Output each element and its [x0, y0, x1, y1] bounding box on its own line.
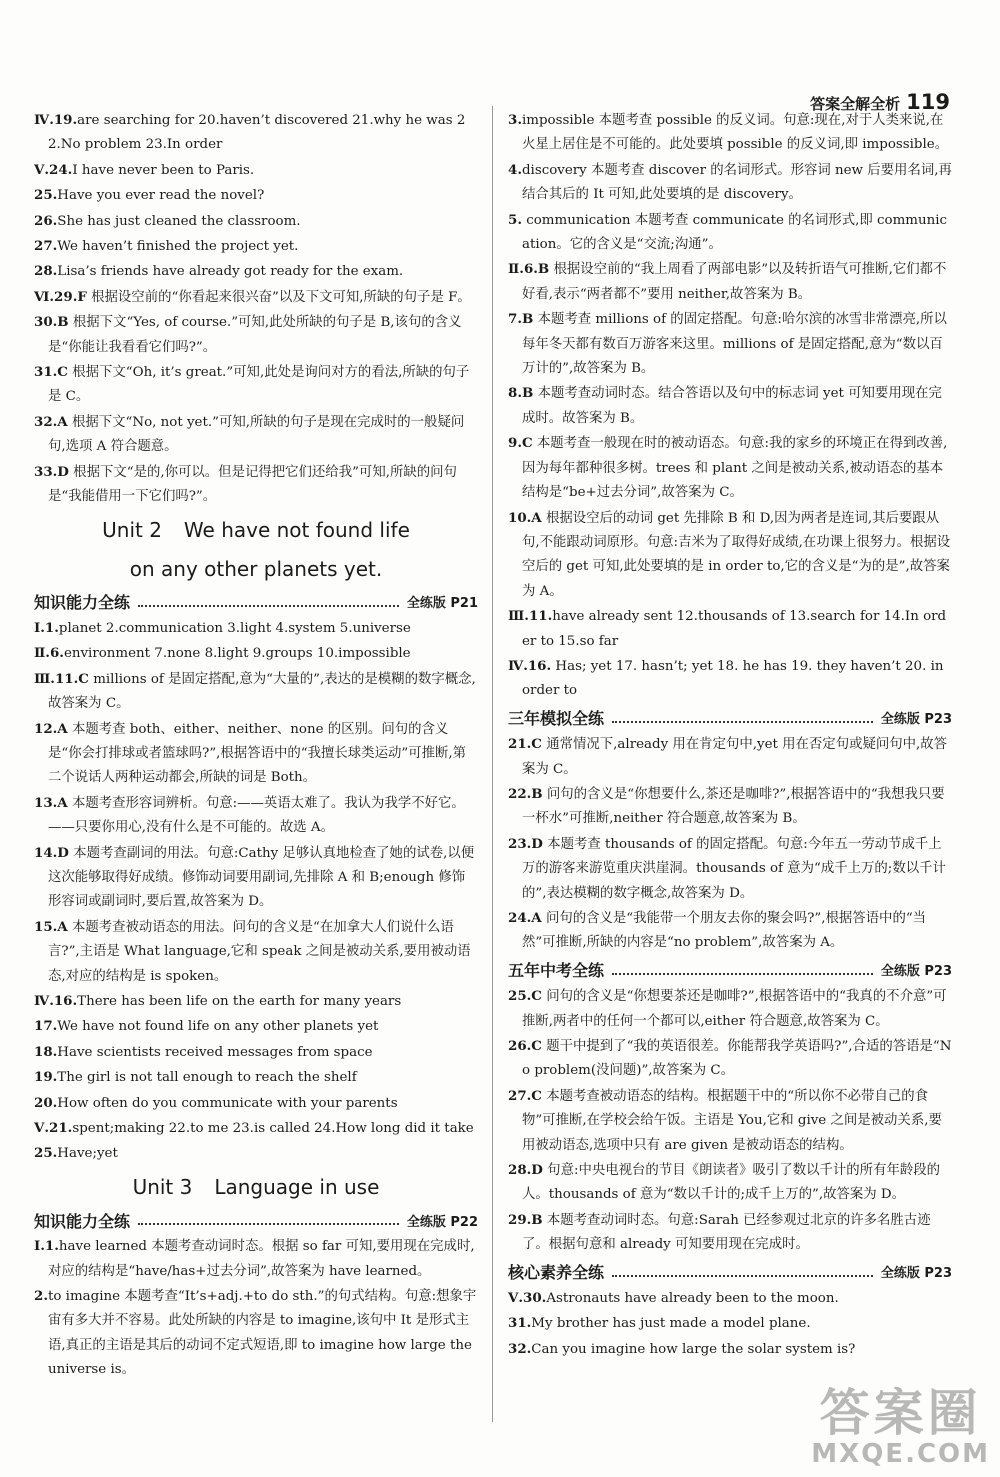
answer-text: 根据下文“是的,你可以。但是记得把它们还给我”可知,所缺的问句是“我能借用一下它们吗?”。	[48, 464, 457, 505]
answer-number: 27.C	[508, 1087, 542, 1104]
answer-line	[508, 654, 952, 704]
answer-text: are searching for 20.haven’t discovered 21.why he was 22.No problem 23.In order	[48, 113, 466, 153]
answer-text: 本题考查 thousands of 的固定搭配。句意:今年五一劳动节成千上万的游客来游览重庆洪崖洞。thousands of 意为“成千上万的;数以千计的”,表达模糊的数字概念,故答案为 D。	[522, 836, 946, 901]
answer-text: 本题考查 both、either、neither、none 的区别。问句的含义是“你会打排球或者篮球吗?”,根据答语中的“我擅长球类运动”可推断,第二个说话人两种运动都会,所缺的词是 Both。	[48, 721, 467, 786]
answer-text: planet 2.communication 3.light 4.system 5.universe	[58, 620, 411, 636]
answer-line	[34, 460, 478, 510]
answer-text: We haven’t finished the project yet.	[57, 239, 299, 255]
answer-line	[508, 1311, 952, 1336]
answer-text: 题干中提到了“我的英语很差。你能帮我学英语吗?”,合适的答语是“No problem(没问题)”,故答案为 C。	[522, 1039, 952, 1079]
dotted-leader	[138, 1223, 399, 1225]
answer-text: 根据下文“Yes, of course.”可知,此处所缺的句子是 B,该句的含义是“你能让我看看它们吗?”。	[48, 315, 462, 355]
answer-line	[34, 841, 478, 915]
answer-number: Ⅳ.16.	[34, 992, 78, 1009]
column-divider	[492, 106, 493, 1422]
unit-title: Language in use	[214, 1174, 380, 1199]
section-page-ref: 全练版 P21	[406, 596, 478, 612]
answer-number: 31.C	[34, 364, 68, 381]
section-heading	[508, 1260, 952, 1284]
watermark-text: 答案圈	[819, 1384, 982, 1442]
answer-text: The girl is not tall enough to reach the shelf	[57, 1070, 357, 1086]
answer-number: 31.	[508, 1315, 532, 1332]
answer-text: 问句的含义是“你想要茶还是咖啡?”,根据答语中的“我真的不介意”可推断,两者中的任何一个都可以,either 符合题意,故答案为 C。	[522, 989, 947, 1029]
answer-number: 24.A	[508, 909, 542, 926]
watermark-logo	[811, 1384, 990, 1469]
answer-line	[34, 717, 478, 791]
answer-line	[34, 285, 478, 310]
section-heading	[508, 958, 952, 982]
answer-text: 根据设空前的“你看起来很兴奋”以及下文可知,所缺的句子是 F。	[86, 289, 471, 305]
answer-text: There has been life on the earth for many years	[77, 993, 402, 1009]
answer-number: Ⅲ.11.C	[34, 670, 89, 687]
answer-text: Astronauts have already been to the moon.	[546, 1291, 839, 1307]
answer-number: Ⅱ.6.B	[508, 261, 550, 278]
answer-line	[508, 832, 952, 906]
answer-number: 33.D	[34, 463, 69, 480]
unit-title-continued: on any other planets yet.	[129, 556, 383, 581]
left-column	[34, 108, 478, 1383]
answer-number: Ⅱ.6.	[34, 645, 64, 662]
answer-number: 4.	[508, 161, 522, 178]
section-page-ref: 全练版 P23	[880, 712, 952, 728]
answer-line	[34, 360, 478, 410]
section-heading	[508, 706, 952, 730]
answer-text: 问句的含义是“你想要什么,茶还是咖啡?”,根据答语中的“我想我只要一杯水”可推断,neither 符合题意,故答案为 B。	[522, 786, 945, 827]
answer-text: 根据设空后的动词 get 先排除 B 和 D,因为两者是连词,其后要跟从句,不能跟动词原形。句意:吉米为了取得好成绩,在功课上很努力。根据设空后的 get 可知,此处要填的是 in order to,它的含义是“为的是”,故答案为 A。	[522, 510, 951, 599]
answer-number: 8.B	[508, 385, 534, 402]
answer-text: 本题考查形容词辨析。句意:——英语太难了。我认为我学不好它。——只要你用心,没有什么是不可能的。故选 A。	[48, 795, 465, 836]
answer-number: 28.D	[508, 1162, 543, 1179]
answer-text: 本题考查动词时态。结合答语以及句中的标志词 yet 可知要用现在完成时。故答案为 B。	[522, 386, 942, 426]
answer-line	[508, 1158, 952, 1208]
answer-number: 19.	[34, 1069, 58, 1086]
answer-line	[508, 257, 952, 307]
answer-line	[508, 906, 952, 956]
answer-number: Ⅰ.1.	[34, 1238, 59, 1255]
answer-number: 26.C	[508, 1038, 542, 1054]
answer-text: impossible 本题考查 possible 的反义词。句意:现在,对于人类来说,在火星上居住是不可能的。此处要填 possible 的反义词,即 impossible。	[521, 113, 949, 153]
section-page-ref: 全练版 P22	[406, 1214, 478, 1230]
answer-text: Has; yet 17. hasn’t; yet 18. he has 19. they haven’t 20. in order to	[522, 658, 944, 699]
answer-number: Ⅴ.24.	[34, 161, 73, 178]
answer-number: 7.B	[508, 311, 534, 328]
answer-number: 25.	[34, 187, 58, 204]
answer-text: communication 本题考查 communicate 的名词形式,即 communication。它的含义是“交流;沟通”。	[521, 212, 948, 253]
answer-line	[508, 732, 952, 782]
answer-number: 29.B	[508, 1211, 543, 1228]
answer-line	[508, 307, 952, 381]
answer-line	[34, 183, 478, 208]
answer-number: 25.	[34, 1145, 58, 1162]
section-title: 知识能力全练	[34, 593, 131, 613]
section-title: 核心素养全练	[508, 1263, 605, 1283]
answer-line	[34, 410, 478, 460]
answer-line	[34, 209, 478, 234]
answer-text: 本题考查副词的用法。句意:Cathy 足够认真地检查了她的试卷,以便这次能够取得好成绩。修饰动词要用副词,先排除 A 和 B;enough 修饰形容词或副词时,要后置,故答案为 D。	[48, 845, 475, 910]
answer-line	[508, 431, 952, 505]
answer-text: How often do you communicate with your parents	[57, 1095, 398, 1111]
answer-line	[508, 1337, 952, 1362]
section-page-ref: 全练版 P23	[880, 964, 952, 980]
answer-text: 问句的含义是“我能带一个朋友去你的聚会吗?”,根据答语中的“当然”可推断,所缺的内容是“no problem”,故答案为 A。	[522, 910, 927, 951]
answer-line	[34, 259, 478, 284]
answer-text: Lisa’s friends have already got ready for the exam.	[57, 264, 404, 280]
answer-text: to imagine 本题考查“It’s+adj.+to do sth.”的句式结构。句意:想象宇宙有多大并不容易。此处所缺的内容是 to imagine,该句中 It 是形式主语,真正的主语是其后的动词不定式短语,即 to imagine how large the universe is。	[47, 1289, 477, 1378]
answer-text: Can you imagine how large the solar system is?	[531, 1341, 856, 1357]
answer-text: 通常情况下,already 用在肯定句中,yet 用在否定句或疑问句中,故答案为 C。	[522, 737, 948, 777]
dotted-leader	[612, 973, 873, 975]
unit-heading	[34, 1169, 478, 1206]
page-number: 119	[906, 90, 950, 114]
answer-number: Ⅳ.19.	[34, 112, 78, 128]
answer-number: Ⅴ.21.	[34, 1120, 73, 1137]
header-label: 答案全解全析	[810, 95, 901, 113]
answer-text: 句意:中央电视台的节目《朗读者》吸引了数以千计的所有年龄段的人。thousands of 意为“数以千计的;成千上万的”,故答案为 D。	[522, 1163, 941, 1203]
answer-text: 本题考查被动语态的用法。问句的含义是“在加拿大人们说什么语言?”,主语是 What language,它和 speak 之间是被动关系,要用被动语态,对应的结构是 is spoken。	[48, 919, 471, 984]
answer-number: Ⅳ.16.	[508, 657, 552, 674]
answer-line	[34, 1091, 478, 1116]
answer-number: Ⅴ.30.	[508, 1290, 547, 1307]
answer-line	[34, 310, 478, 360]
answer-number: 28.	[34, 263, 58, 280]
answer-text: discovery 本题考查 discover 的名词形式。形容词 new 后要用名词,再结合其后的 It 可知,此处要填的是 discovery。	[521, 162, 952, 203]
answer-line	[508, 1286, 952, 1311]
answer-number: 2.	[34, 1288, 48, 1305]
answer-number: 20.	[34, 1094, 58, 1111]
answer-text: spent;making 22.to me 23.is called 24.How long did it take	[72, 1121, 474, 1137]
answer-text: 本题考查被动语态的结构。根据题干中的“所以你不必带自己的食物”可推断,在学校会给午饭。主语是 You,它和 give 之间是被动关系,要用被动语态,选项中只有 are given 是被动语态的结构。	[522, 1088, 942, 1153]
answer-line	[34, 641, 478, 666]
answer-number: 3.	[508, 112, 522, 128]
section-page-ref: 全练版 P23	[880, 1266, 952, 1282]
answer-line	[508, 208, 952, 258]
answer-text: 根据设空前的“我上周看了两部电影”以及转折语气可推断,它们都不好看,表示“两者都不”要用 neither,故答案为 B。	[522, 262, 947, 302]
answer-line	[508, 381, 952, 431]
section-title: 三年模拟全练	[508, 709, 605, 729]
answer-line	[508, 604, 952, 654]
answer-number: 12.A	[34, 720, 68, 737]
answer-text: Have;yet	[57, 1146, 118, 1162]
answer-text: Have you ever read the novel?	[57, 188, 265, 204]
unit-title: We have not found life	[183, 517, 410, 542]
dotted-leader	[612, 721, 873, 723]
answer-line	[34, 234, 478, 259]
answer-number: Ⅵ.29.F	[34, 288, 87, 305]
answer-text: She has just cleaned the classroom.	[57, 213, 301, 229]
answer-number: 32.	[508, 1340, 532, 1357]
answer-number: 32.A	[34, 413, 68, 430]
section-heading	[34, 590, 478, 614]
answer-line	[508, 506, 952, 605]
answer-line	[508, 782, 952, 832]
unit-heading	[34, 512, 478, 549]
answer-number: 5.	[508, 211, 522, 228]
answer-line	[508, 108, 952, 158]
answer-line	[508, 158, 952, 208]
section-title: 五年中考全练	[508, 961, 605, 981]
answer-text: have learned 本题考查动词时态。根据 so far 可知,要用现在完成时,对应的结构是“have/has+过去分词”,故答案为 have learned。	[48, 1239, 475, 1279]
answer-line	[34, 1234, 478, 1284]
watermark-url: MXQE.COM	[811, 1439, 990, 1469]
answer-text: 根据下文“Oh, it’s great.”可知,此处是询问对方的看法,所缺的句子是 C。	[48, 365, 470, 405]
answer-line	[508, 1084, 952, 1158]
answer-number: 26.	[34, 212, 58, 229]
answer-number: 30.B	[34, 314, 69, 331]
answer-number: 13.A	[34, 794, 68, 811]
answer-number: 21.C	[508, 736, 542, 753]
answer-line	[34, 791, 478, 841]
answer-line	[508, 984, 952, 1034]
section-heading	[34, 1208, 478, 1232]
answer-number: 17.	[34, 1018, 58, 1035]
answer-line	[34, 1116, 478, 1141]
unit-number: Unit 2	[102, 517, 162, 542]
section-title: 知识能力全练	[34, 1211, 131, 1231]
unit-number: Unit 3	[132, 1174, 193, 1199]
answer-number: 25.C	[508, 988, 542, 1005]
answer-line	[34, 616, 478, 641]
answer-line	[34, 989, 478, 1014]
answer-line	[508, 1208, 952, 1258]
dotted-leader	[138, 605, 399, 607]
answer-number: 23.D	[508, 835, 543, 852]
answer-line	[34, 1065, 478, 1090]
answer-text: My brother has just made a model plane.	[531, 1316, 811, 1332]
answer-text: 本题考查 millions of 的固定搭配。句意:哈尔滨的冰雪非常漂亮,所以每年冬天都有数百万游客来这里。millions of 是固定搭配,意为“数以百万计的”,故答案为 B。	[522, 312, 947, 377]
answer-number: 18.	[34, 1043, 58, 1060]
answer-number: Ⅲ.11.	[508, 608, 553, 625]
answer-line	[34, 915, 478, 989]
answer-number: Ⅰ.1.	[34, 619, 59, 636]
dotted-leader	[612, 1275, 873, 1277]
answer-line	[34, 667, 478, 717]
answer-number: 9.C	[508, 435, 533, 452]
answer-number: 14.D	[34, 844, 69, 861]
answer-line	[34, 1284, 478, 1383]
answer-text: environment 7.none 8.light 9.groups 10.impossible	[63, 646, 411, 662]
answer-text: We have not found life on any other planets yet	[57, 1019, 379, 1035]
answer-text: have already sent 12.thousands of 13.search for 14.In order to 15.so far	[522, 609, 947, 649]
answer-line	[34, 1014, 478, 1039]
answer-text: Have scientists received messages from space	[57, 1044, 373, 1060]
answer-line	[34, 1141, 478, 1166]
answer-text: 本题考查动词时态。句意:Sarah 已经参观过北京的许多名胜古迹了。根据句意和 already 可知要用现在完成时。	[522, 1212, 931, 1253]
answer-line	[34, 108, 478, 158]
answer-text: millions of 是固定搭配,意为“大量的”,表达的是模糊的数字概念,故答案为 C。	[48, 671, 476, 712]
answer-number: 15.A	[34, 918, 68, 935]
answer-text: I have never been to Paris.	[72, 162, 255, 178]
answer-line	[34, 158, 478, 183]
answer-text: 本题考查一般现在时的被动语态。句意:我的家乡的环境正在得到改善,因为每年都种很多树。trees 和 plant 之间是被动关系,被动语态的基本结构是“be+过去分词”,故答案为 C。	[522, 436, 948, 501]
right-column	[508, 108, 952, 1362]
answer-number: 27.	[34, 238, 58, 255]
answer-number: 10.A	[508, 509, 542, 526]
answer-text: 根据下文“No, not yet.”可知,所缺的句子是现在完成时的一般疑问句,选项 A 符合题意。	[48, 414, 465, 455]
answer-line	[508, 1034, 952, 1084]
answer-line	[34, 1040, 478, 1065]
answer-number: 22.B	[508, 785, 543, 802]
